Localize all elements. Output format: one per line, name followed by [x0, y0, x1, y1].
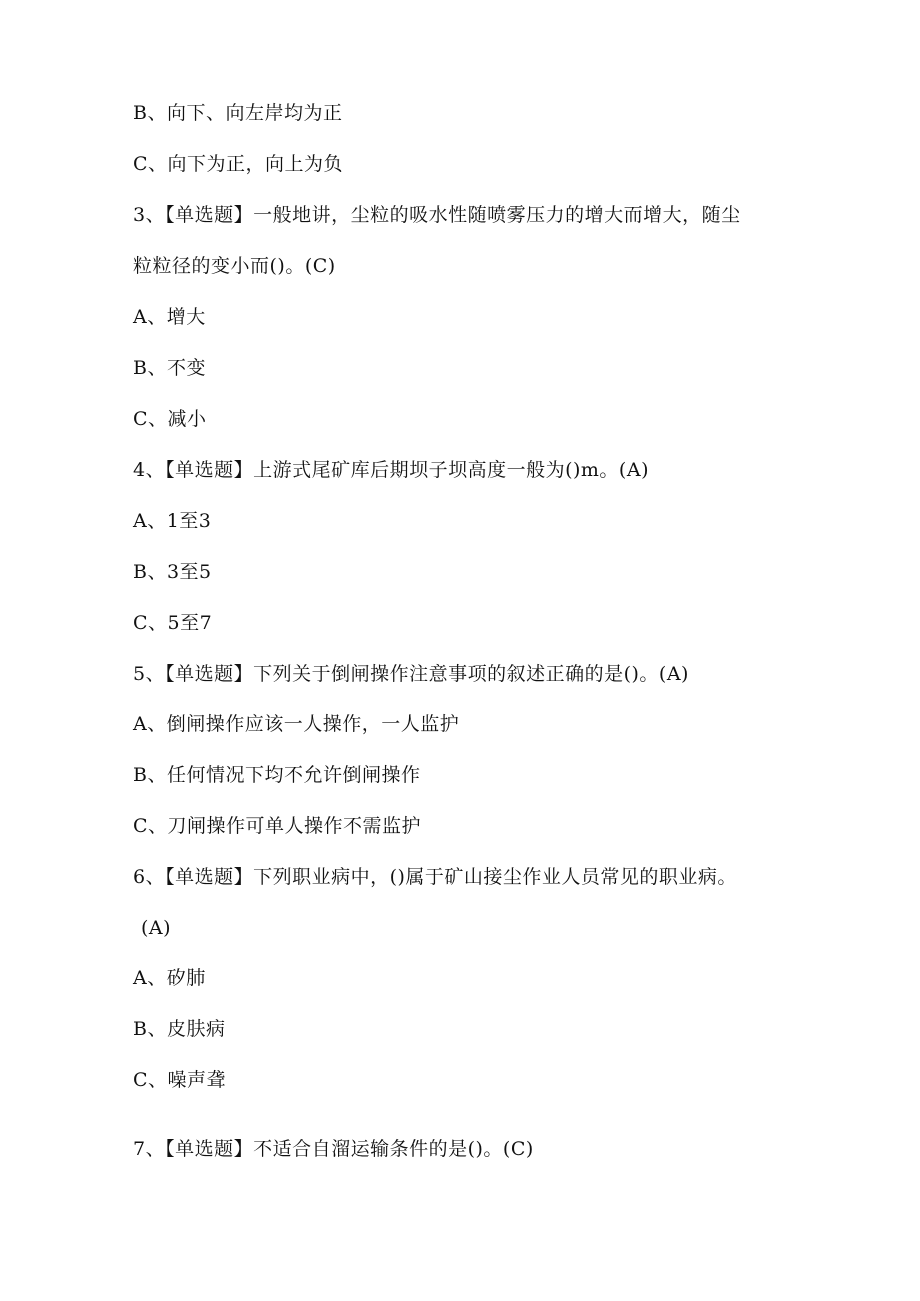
question-6-line-1: 6、【单选题】下列职业病中，()属于矿山接尘作业人员常见的职业病。 — [133, 866, 737, 888]
option-b-q5: B、任何情况下均不允许倒闸操作 — [133, 764, 421, 786]
question-7: 7、【单选题】不适合自溜运输条件的是()。(C) — [133, 1138, 534, 1160]
option-b-q3: B、不变 — [133, 357, 206, 379]
option-c-q4: C、5至7 — [133, 612, 213, 634]
question-4: 4、【单选题】上游式尾矿库后期坝子坝高度一般为()m。(A) — [133, 459, 649, 481]
option-b-q2: B、向下、向左岸均为正 — [133, 102, 343, 124]
option-c-q3: C、减小 — [133, 408, 207, 430]
option-a-q3: A、增大 — [133, 306, 206, 328]
option-a-q5: A、倒闸操作应该一人操作，一人监护 — [133, 713, 460, 735]
question-3-line-2: 粒粒径的变小而()。(C) — [133, 255, 336, 277]
option-c-q6: C、噪声聋 — [133, 1069, 227, 1091]
option-c-q5: C、刀闸操作可单人操作不需监护 — [133, 815, 422, 837]
option-b-q6: B、皮肤病 — [133, 1018, 226, 1040]
option-c-q2: C、向下为正，向上为负 — [133, 153, 344, 175]
question-6-answer: (A) — [141, 917, 172, 939]
question-3-line-1: 3、【单选题】一般地讲，尘粒的吸水性随喷雾压力的增大而增大，随尘 — [133, 204, 741, 226]
option-b-q4: B、3至5 — [133, 561, 212, 583]
option-a-q4: A、1至3 — [133, 510, 212, 532]
question-5: 5、【单选题】下列关于倒闸操作注意事项的叙述正确的是()。(A) — [133, 663, 689, 685]
option-a-q6: A、矽肺 — [133, 967, 206, 989]
